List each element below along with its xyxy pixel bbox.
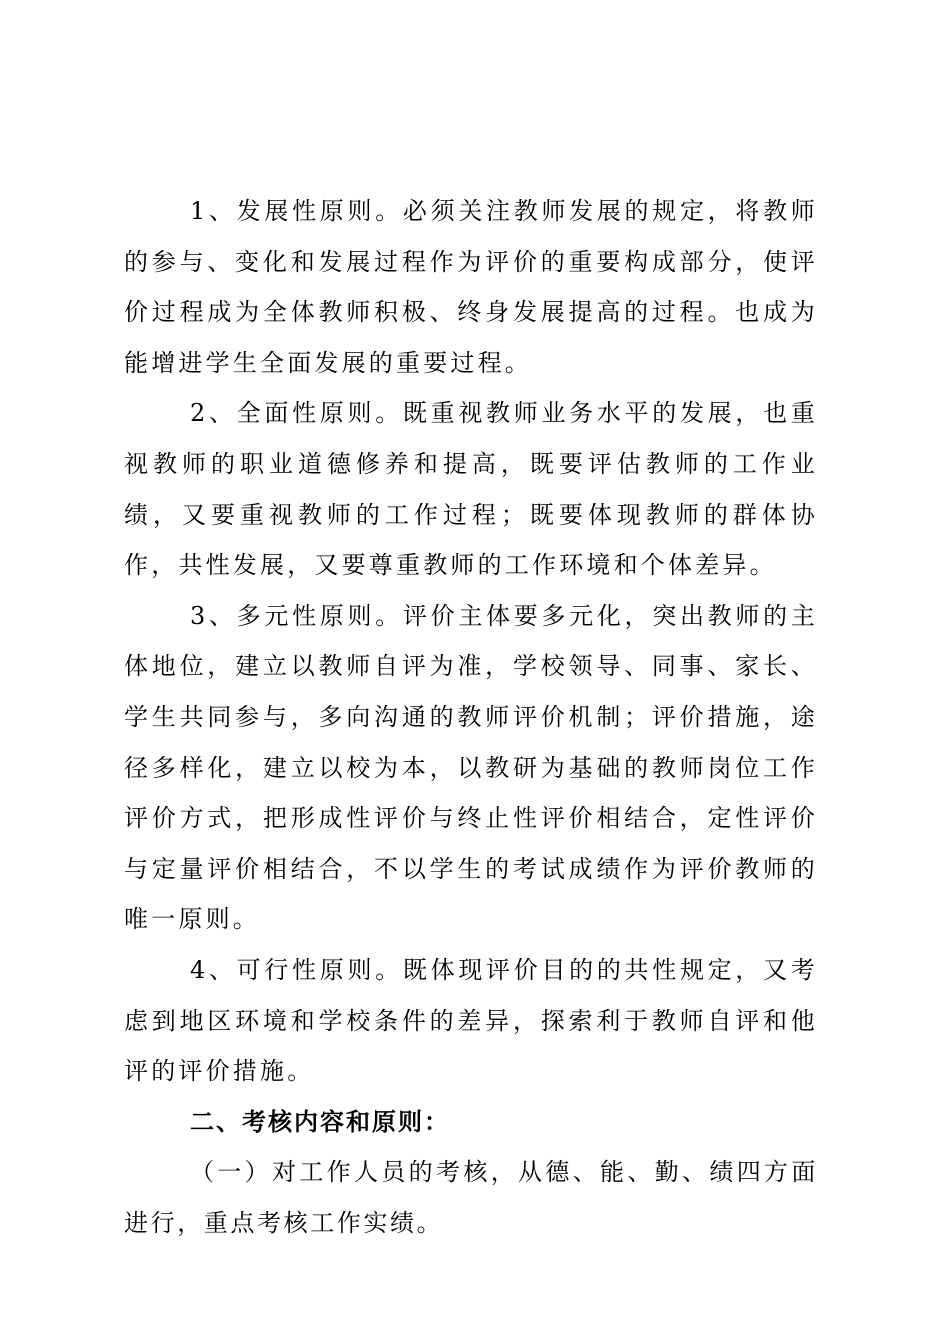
- principle-paragraph-feasibility: 4、可行性原则。既体现评价目的的共性规定，又考虑到地区环境和学校条件的差异，探索利于教师自评和他评的评价措施。: [124, 955, 818, 1086]
- section-heading-assessment: 二、考核内容和原则：: [190, 1107, 450, 1136]
- document-body: [124, 186, 818, 1248]
- principle-paragraph-diversity: 3、多元性原则。评价主体要多元化，突出教师的主体地位，建立以教师自评为准，学校领导、同事、家长、学生共同参与，多向沟通的教师评价机制；评价措施，途径多样化，建立以校为本，以教研为基础的教师岗位工作评价方式，把形成性评价与终止性评价相结合，定性评价与定量评价相结合，不以学生的考试成绩作为评价教师的唯一原则。: [124, 601, 818, 934]
- principle-paragraph-comprehensive: 2、全面性原则。既重视教师业务水平的发展，也重视教师的职业道德修养和提高，既要评估教师的工作业绩，又要重视教师的工作过程；既要体现教师的群体协作，共性发展，又要尊重教师的工作环境和个体差异。: [124, 399, 818, 580]
- assessment-paragraph-staff: （一）对工作人员的考核，从德、能、勤、绩四方面进行，重点考核工作实绩。: [124, 1158, 818, 1237]
- principle-paragraph-development: 1、发展性原则。必须关注教师发展的规定，将教师的参与、变化和发展过程作为评价的重要构成部分，使评价过程成为全体教师积极、终身发展提高的过程。也成为能增进学生全面发展的重要过程。: [124, 197, 818, 377]
